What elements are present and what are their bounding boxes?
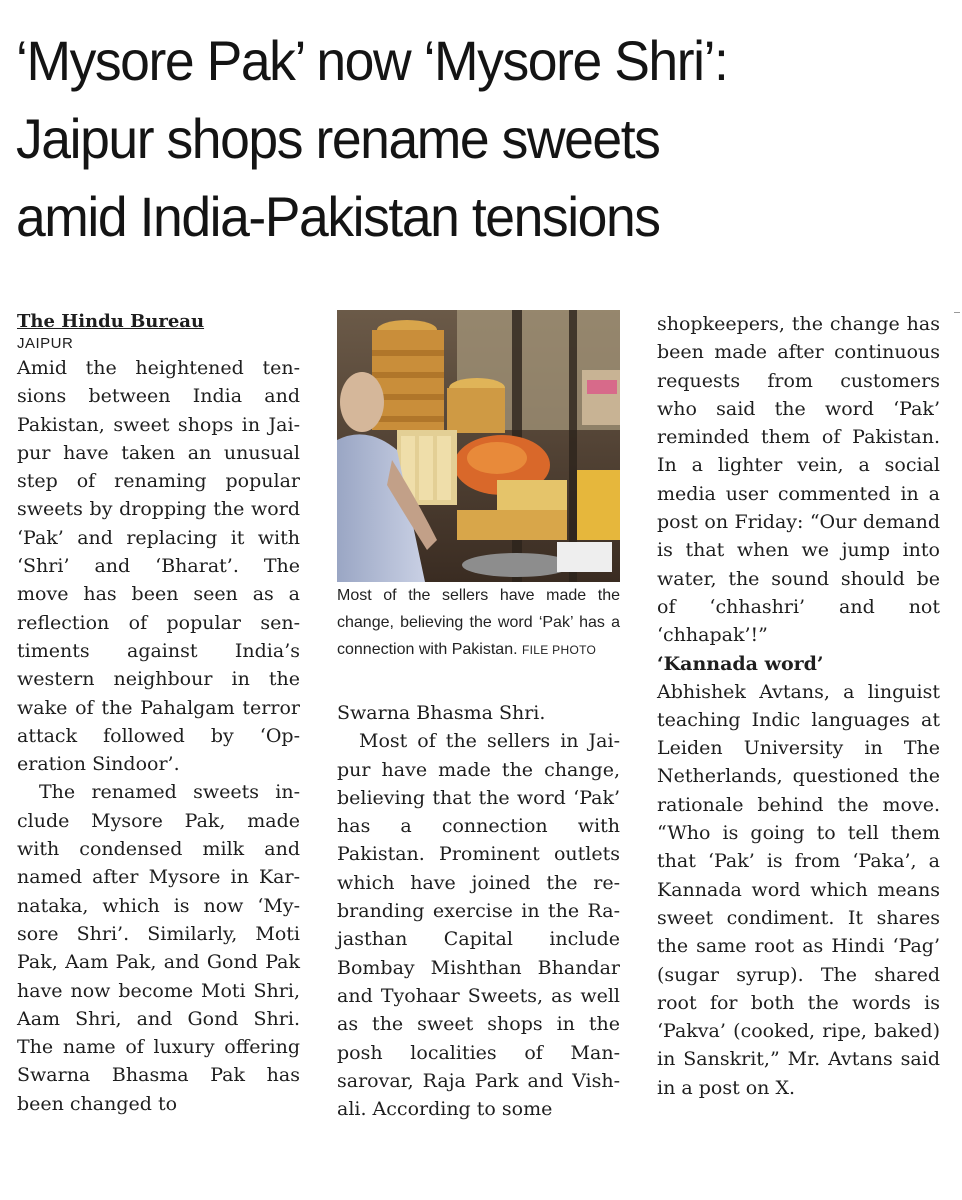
- headline-line-3: amid India-Pakistan tensions: [16, 185, 660, 248]
- sweet-shop-photo: [337, 310, 620, 582]
- subheading-kannada-word: ‘Kannada word’: [657, 652, 824, 675]
- column-1-paragraph-2: The renamed sweets include Mysore Pak, made with condensed milk and named after Mysore in Karnataka, which is now ‘Mysore Shri’. Similarly, Moti Pak, Aam Pak, and Gond Pak have now become Moti Shri, Aam Shri, and Gond Shri. The name of luxury offering Swarna Bhasma Pak has been changed to: [17, 781, 300, 1115]
- headline-line-2: Jaipur shops rename sweets: [16, 107, 660, 170]
- article-column-2: [337, 310, 620, 1123]
- dateline: JAIPUR: [17, 335, 74, 352]
- column-3-paragraph-2: Abhishek Avtans, a linguist teaching Indic languages at Leiden University in The Netherlands, questioned the rationale behind the move. “Who is going to tell them that ‘Pak’ is from ‘Paka’, a Kannada word which means sweet condiment. It shares the same root as Hindi ‘Pag’ (sugar syrup). The shared root for both the words is ‘Pakva’ (cooked, ripe, baked) in Sanskrit,” Mr. Avtans said in a post on X.: [657, 680, 940, 1099]
- photo-credit: FILE PHOTO: [522, 643, 597, 657]
- column-1-paragraph-1: Amid the heightened tensions between India and Pakistan, sweet shops in Jaipur have taken an unusual step of renaming popular sweets by dropping the word ‘Pak’ and replacing it with ‘Shri’ and ‘Bharat’. The move has been seen as a reflection of popular sentiments against India’s western neighbour in the wake of the Pahalgam terror attack followed by ‘Operation Sindoor’.: [17, 357, 300, 776]
- photo-caption-text: Most of the sellers have made the change, believing the word ‘Pak’ has a connection with Pakistan.: [337, 587, 620, 658]
- headline: [16, 22, 909, 256]
- page-edge-mark: [954, 312, 960, 313]
- byline[interactable]: The Hindu Bureau: [17, 311, 205, 332]
- column-2-paragraph-2: Most of the sellers in Jaipur have made the change, believing that the word ‘Pak’ has a connection with Pakistan. Prominent outlets which have joined the rebranding exercise in the Rajasthan Capital include Bombay Mishthan Bhandar and Tyohaar Sweets, as well as the sweet shops in the posh localities of Mansarovar, Raja Park and Vishali. According to some: [337, 730, 620, 1121]
- column-3-paragraph-1: shopkeepers, the change has been made after continuous requests from customers who said the word ‘Pak’ reminded them of Pakistan. In a lighter vein, a social media user commented in a post on Friday: “Our demand is that when we jump into water, the sound should be of ‘chhashri’ and not ‘chhapak’!”: [657, 313, 940, 647]
- headline-line-1: ‘Mysore Pak’ now ‘Mysore Shri’:: [16, 29, 728, 92]
- sweet-shop-illustration: [337, 310, 620, 582]
- photo-caption: [337, 582, 620, 664]
- column-2-paragraph-1: Swarna Bhasma Shri.: [337, 702, 546, 724]
- article-column-3: [657, 310, 940, 1102]
- article-column-1: [17, 310, 300, 1118]
